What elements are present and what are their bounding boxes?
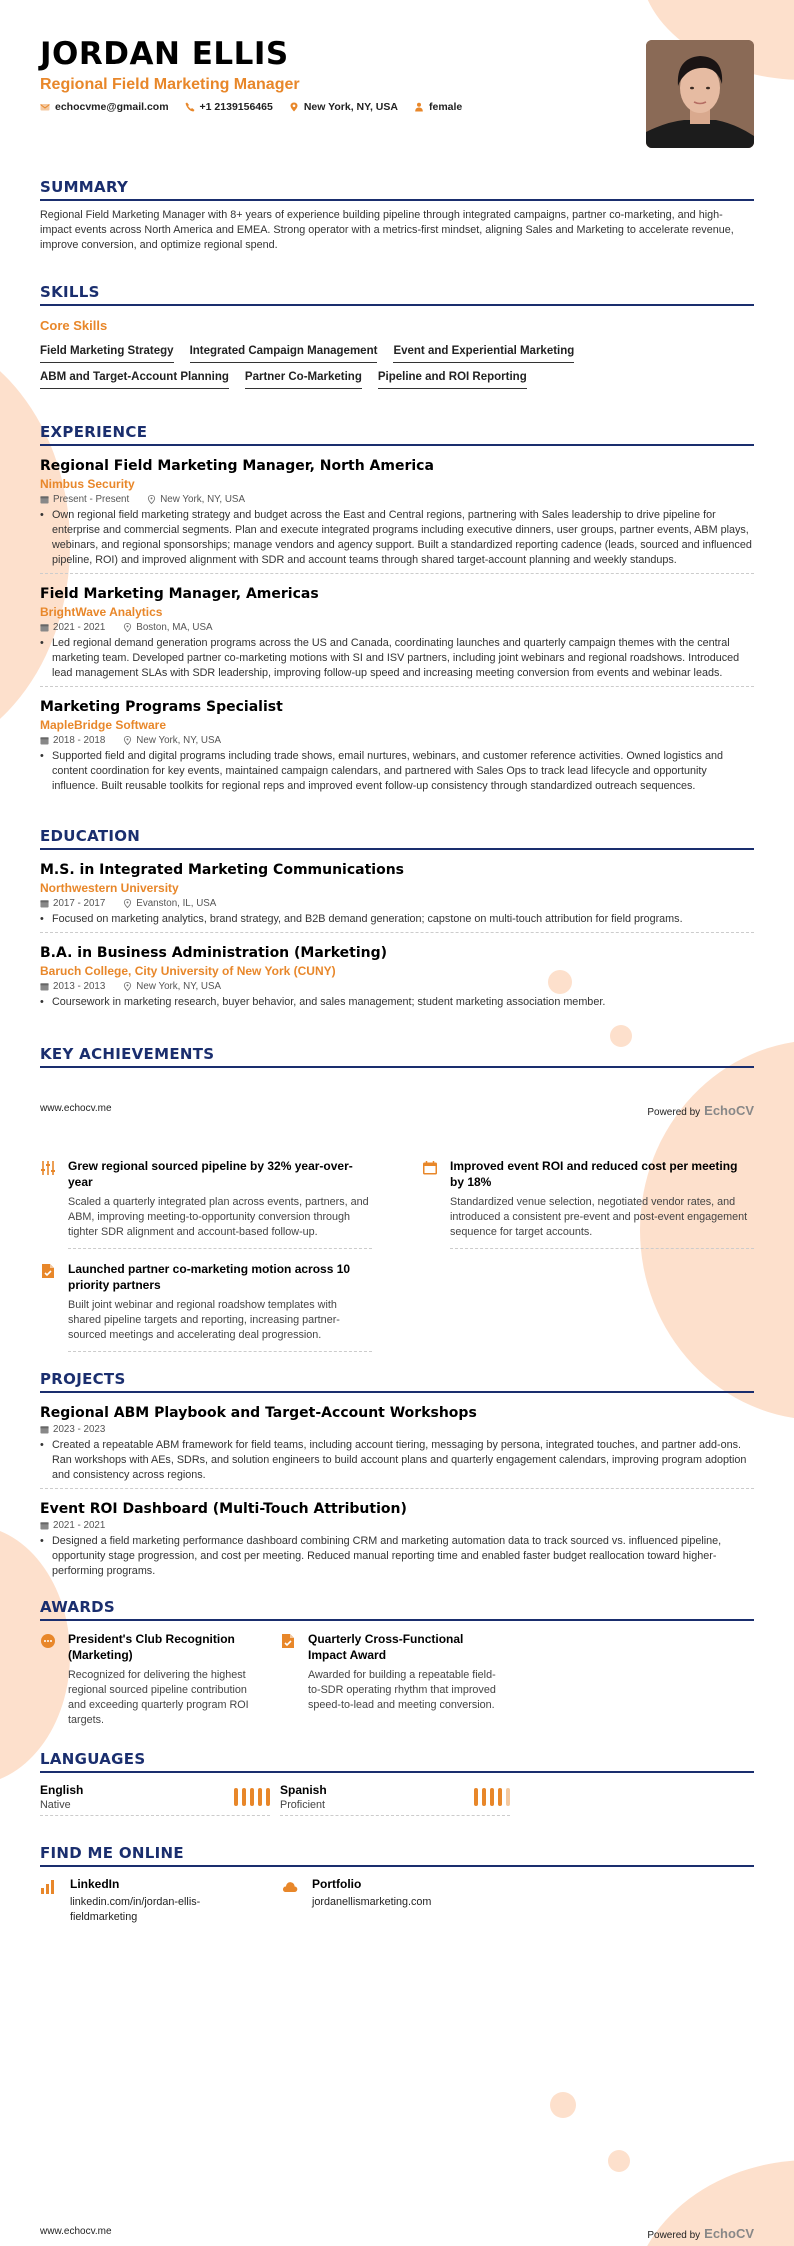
online-section — [40, 1844, 754, 1925]
project-meta — [40, 1520, 754, 1531]
language-rating-bar — [234, 1788, 238, 1806]
job-description: • Led regional demand generation programs across the US and Canada, coordinating launches and quarterly campaign themes with the central marketing team. Developed partner co-marketing motions with SI and ISV partners, including joint webinars and regional roadshows. Introduced lead management SLAs with SDR leadership, improving follow-up speed and increasing meeting conversion from events and webinar leads. — [40, 636, 754, 681]
phone-icon — [185, 102, 195, 112]
calendar-icon — [40, 623, 49, 632]
language-info — [40, 1783, 83, 1811]
contact-email-text: echocvme@gmail.com — [55, 101, 169, 113]
experience-entry — [40, 458, 754, 574]
education-location — [123, 981, 221, 992]
project-description: • Designed a field marketing performance dashboard combining CRM and marketing automation data to track sourced vs. influenced pipeline, opportunity stage progression, and cost per meeting. Reduced manual reporting time and enabled faster budget reallocation toward higher-performing programs. — [40, 1534, 754, 1579]
decor-circle — [550, 2092, 576, 2118]
language-info — [280, 1783, 327, 1811]
skill-tag: Pipeline and ROI Reporting — [378, 363, 527, 389]
online-link-item[interactable] — [40, 1877, 260, 1925]
job-location-text: New York, NY, USA — [136, 735, 222, 746]
education-location-text: New York, NY, USA — [136, 981, 222, 992]
award-icon-wrap — [280, 1631, 298, 1736]
achievement-description: Scaled a quarterly integrated plan across events, partners, and ABM, improving meeting-to-opportunity conversion through tighter SDR alignment and account-based follow-up. — [68, 1195, 372, 1249]
education-description: • Coursework in marketing research, buyer behavior, and sales management; student marketing association member. — [40, 995, 754, 1010]
skills-heading: SKILLS — [40, 283, 754, 306]
summary-text: Regional Field Marketing Manager with 8+ years of experience building pipeline through integrated campaigns, partner co-marketing, and high-impact events across North America and EMEA. Strong operator with a metrics-first mindset, aligning Sales and Marketing to accelerate revenue, improve conversion, and optimize regional spend. — [40, 209, 734, 251]
contact-location — [289, 101, 398, 113]
education-section — [40, 827, 754, 1015]
skill-tag: Partner Co-Marketing — [245, 363, 362, 389]
contact-gender — [414, 101, 462, 113]
job-dates — [40, 622, 105, 633]
education-dates — [40, 898, 105, 909]
summary-section — [40, 178, 754, 253]
contact-phone-text: +1 2139156465 — [199, 101, 273, 113]
education-entry — [40, 945, 754, 1015]
contact-email[interactable] — [40, 101, 169, 113]
project-dates — [40, 1520, 105, 1531]
language-rating — [234, 1788, 270, 1806]
project-title: Event ROI Dashboard (Multi-Touch Attribution) — [40, 1501, 407, 1517]
skills-section — [40, 283, 754, 389]
linkedin-link[interactable]: linkedin.com/in/jordan-ellis-fieldmarketing — [70, 1896, 201, 1923]
award-description: Awarded for building a repeatable field-to-SDR operating rhythm that improved speed-to-lead and meeting conversion. — [308, 1669, 496, 1711]
decor-circle — [608, 2150, 630, 2172]
job-meta — [40, 622, 754, 633]
award-description: Recognized for delivering the highest regional sourced pipeline contribution and exceeding quarterly program ROI targets. — [68, 1669, 249, 1726]
job-dates-text: Present - Present — [53, 494, 130, 505]
job-title: Field Marketing Manager, Americas — [40, 586, 319, 602]
education-description: • Focused on marketing analytics, brand strategy, and B2B demand generation; capstone on multi-touch attribution for field programs. — [40, 912, 754, 927]
education-meta — [40, 981, 754, 992]
calendar-icon — [40, 1425, 49, 1434]
location-pin-icon — [123, 982, 132, 991]
document-icon — [280, 1633, 296, 1649]
online-icon-wrap — [40, 1877, 58, 1925]
skill-tag: Event and Experiential Marketing — [393, 337, 574, 363]
location-pin-icon — [123, 899, 132, 908]
language-rating-bar — [482, 1788, 486, 1806]
contact-location-text: New York, NY, USA — [303, 101, 398, 113]
job-location — [147, 494, 245, 505]
achievement-description: Built joint webinar and regional roadshow templates with shared pipeline targets and reporting, increasing partner-sourced meetings and accelerating deal progression. — [68, 1298, 372, 1352]
calendar-icon — [40, 736, 49, 745]
language-rating-bar — [498, 1788, 502, 1806]
powered-label: Powered by — [647, 2230, 701, 2241]
awards-heading: AWARDS — [40, 1598, 754, 1621]
project-title: Regional ABM Playbook and Target-Account Workshops — [40, 1405, 477, 1421]
experience-section — [40, 423, 754, 799]
award-title: President's Club Recognition (Marketing) — [68, 1632, 235, 1662]
powered-by — [647, 1103, 754, 1118]
project-meta — [40, 1424, 754, 1435]
language-rating — [474, 1788, 510, 1806]
online-body — [70, 1877, 260, 1925]
education-meta — [40, 898, 754, 909]
award-icon-wrap — [40, 1631, 58, 1736]
online-heading: FIND ME ONLINE — [40, 1844, 754, 1867]
summary-heading: SUMMARY — [40, 178, 754, 201]
project-dates — [40, 1424, 105, 1435]
online-body — [312, 1877, 431, 1925]
job-dates-text: 2021 - 2021 — [53, 622, 106, 633]
award-title: Quarterly Cross-Functional Impact Award — [308, 1632, 464, 1662]
achievement-title: Improved event ROI and reduced cost per meeting by 18% — [450, 1159, 738, 1189]
online-icon-wrap — [282, 1877, 300, 1925]
languages-heading: LANGUAGES — [40, 1750, 754, 1773]
project-entry — [40, 1405, 754, 1489]
job-location — [123, 622, 212, 633]
person-icon — [414, 102, 424, 112]
award-item — [280, 1631, 500, 1736]
calendar-icon — [422, 1160, 438, 1176]
achievement-item — [40, 1158, 372, 1249]
location-pin-icon — [289, 102, 299, 112]
contact-list — [40, 101, 462, 113]
education-entry — [40, 862, 754, 933]
job-description: • Own regional field marketing strategy and budget across the East and Central regions, partnering with Sales leadership to drive pipeline for enterprise and commercial segments. Plan and execute integrated programs including executive dinners, user groups, partner events, ABM plays, webinars, and regional sponsorships; manage vendors and agency support. Built a standardized reporting cadence (leads, sourced and influenced pipeline, ROI) and improved alignment with SDR and account teams through shared target-account planning and weekly standups. — [40, 508, 754, 568]
language-rating-bar — [490, 1788, 494, 1806]
achievement-icon-wrap — [40, 1158, 58, 1249]
job-meta — [40, 494, 754, 505]
award-body — [68, 1631, 260, 1736]
projects-heading: PROJECTS — [40, 1370, 754, 1393]
brand-name[interactable]: EchoCV — [704, 1103, 754, 1118]
portfolio-link[interactable]: jordanellismarketing.com — [312, 1896, 432, 1908]
online-label: Portfolio — [312, 1877, 362, 1891]
project-dates-text: 2023 - 2023 — [53, 1424, 106, 1435]
education-dates — [40, 981, 105, 992]
job-description: • Supported field and digital programs including trade shows, email nurtures, webinars, and customer reference activities. Owned logistics and content coordination for key events, maintained campaign calendars, and partnered with Sales Ops to track lead lifecycle and opportunity influence. Built reusable toolkits for regional reps and improved event follow-up consistency through standardized outreach sequences. — [40, 749, 754, 794]
document-icon — [40, 1263, 56, 1279]
language-item — [280, 1783, 510, 1816]
achievement-title: Launched partner co-marketing motion across 10 priority partners — [68, 1262, 351, 1292]
candidate-title: Regional Field Marketing Manager — [40, 76, 300, 93]
powered-by — [647, 2226, 754, 2241]
job-dates-text: 2018 - 2018 — [53, 735, 106, 746]
experience-heading: EXPERIENCE — [40, 423, 754, 446]
job-location-text: Boston, MA, USA — [136, 622, 213, 633]
achievement-title: Grew regional sourced pipeline by 32% year-over-year — [68, 1159, 353, 1189]
school-name: Baruch College, City University of New York (CUNY) — [40, 964, 336, 978]
awards-list — [40, 1631, 754, 1736]
award-item — [40, 1631, 260, 1736]
awards-section — [40, 1598, 754, 1736]
email-icon — [40, 102, 50, 112]
language-rating-bar — [266, 1788, 270, 1806]
job-dates — [40, 494, 129, 505]
skills-list — [40, 337, 754, 389]
profile-photo-portrait — [646, 40, 754, 148]
company-name: Nimbus Security — [40, 477, 135, 491]
skill-tag: ABM and Target-Account Planning — [40, 363, 229, 389]
page-footer — [40, 1103, 754, 1118]
project-description: • Created a repeatable ABM framework for field teams, including account tiering, messaging by persona, integrated touches, and partner add-ons. Ran workshops with AEs, SDRs, and solution engineers to build account plans and quarterly engagement calendars, improving program adoption and consistency across regions. — [40, 1438, 754, 1483]
language-rating-bar — [506, 1788, 510, 1806]
degree-title: M.S. in Integrated Marketing Communications — [40, 862, 405, 878]
achievement-item — [40, 1261, 372, 1352]
job-dates — [40, 735, 105, 746]
online-label: LinkedIn — [70, 1877, 120, 1891]
achievements-list — [40, 1158, 754, 1352]
location-pin-icon — [123, 736, 132, 745]
project-entry — [40, 1501, 754, 1584]
calendar-icon — [40, 495, 49, 504]
language-rating-bar — [250, 1788, 254, 1806]
degree-title: B.A. in Business Administration (Marketing) — [40, 945, 388, 961]
languages-list — [40, 1783, 754, 1816]
language-item — [40, 1783, 270, 1816]
projects-section — [40, 1370, 754, 1584]
job-title: Marketing Programs Specialist — [40, 699, 283, 715]
chat-icon — [40, 1633, 56, 1649]
education-location-text: Evanston, IL, USA — [136, 898, 217, 909]
job-meta — [40, 735, 754, 746]
language-rating-bar — [242, 1788, 246, 1806]
footer-site[interactable]: www.echocv.me — [40, 2226, 112, 2237]
candidate-name: JORDAN ELLIS — [40, 36, 289, 72]
achievement-body — [68, 1261, 372, 1352]
language-name: Spanish — [280, 1783, 327, 1797]
online-link-item[interactable] — [282, 1877, 502, 1925]
achievement-body — [450, 1158, 754, 1249]
achievement-description: Standardized venue selection, negotiated vendor rates, and introduced a consistent pre-event and post-event engagement sequence for target accounts. — [450, 1195, 754, 1249]
brand-name[interactable]: EchoCV — [704, 2226, 754, 2241]
language-rating-bar — [258, 1788, 262, 1806]
language-level: Native — [40, 1799, 71, 1811]
achievement-icon-wrap — [422, 1158, 440, 1249]
experience-entry — [40, 586, 754, 687]
education-location — [123, 898, 216, 909]
contact-phone[interactable] — [185, 101, 273, 113]
powered-label: Powered by — [647, 1107, 701, 1118]
education-heading: EDUCATION — [40, 827, 754, 850]
experience-entry — [40, 699, 754, 799]
award-body — [308, 1631, 500, 1736]
cloud-icon — [282, 1879, 298, 1895]
footer-site[interactable]: www.echocv.me — [40, 1103, 112, 1114]
company-name: BrightWave Analytics — [40, 605, 163, 619]
page-footer — [40, 2226, 754, 2241]
resume-header — [40, 0, 754, 160]
languages-section — [40, 1750, 754, 1816]
profile-photo — [646, 40, 754, 148]
achievements-section — [40, 1045, 754, 1352]
company-name: MapleBridge Software — [40, 718, 167, 732]
language-rating-bar — [474, 1788, 478, 1806]
achievement-item — [422, 1158, 754, 1249]
job-location — [123, 735, 221, 746]
project-dates-text: 2021 - 2021 — [53, 1520, 106, 1531]
location-pin-icon — [147, 495, 156, 504]
calendar-icon — [40, 1521, 49, 1530]
education-dates-text: 2013 - 2013 — [53, 981, 106, 992]
achievement-body — [68, 1158, 372, 1249]
job-title: Regional Field Marketing Manager, North America — [40, 458, 434, 474]
sliders-icon — [40, 1160, 56, 1176]
bar-chart-icon — [40, 1879, 56, 1895]
calendar-icon — [40, 982, 49, 991]
skill-tag: Field Marketing Strategy — [40, 337, 174, 363]
language-name: English — [40, 1783, 84, 1797]
skills-group-title: Core Skills — [40, 318, 108, 333]
location-pin-icon — [123, 623, 132, 632]
language-level: Proficient — [280, 1799, 326, 1811]
achievement-icon-wrap — [40, 1261, 58, 1352]
calendar-icon — [40, 899, 49, 908]
skill-tag: Integrated Campaign Management — [190, 337, 378, 363]
achievements-heading: KEY ACHIEVEMENTS — [40, 1045, 754, 1068]
education-dates-text: 2017 - 2017 — [53, 898, 106, 909]
job-location-text: New York, NY, USA — [160, 494, 245, 505]
contact-gender-text: female — [428, 101, 463, 113]
school-name: Northwestern University — [40, 881, 179, 895]
online-list — [40, 1877, 754, 1925]
